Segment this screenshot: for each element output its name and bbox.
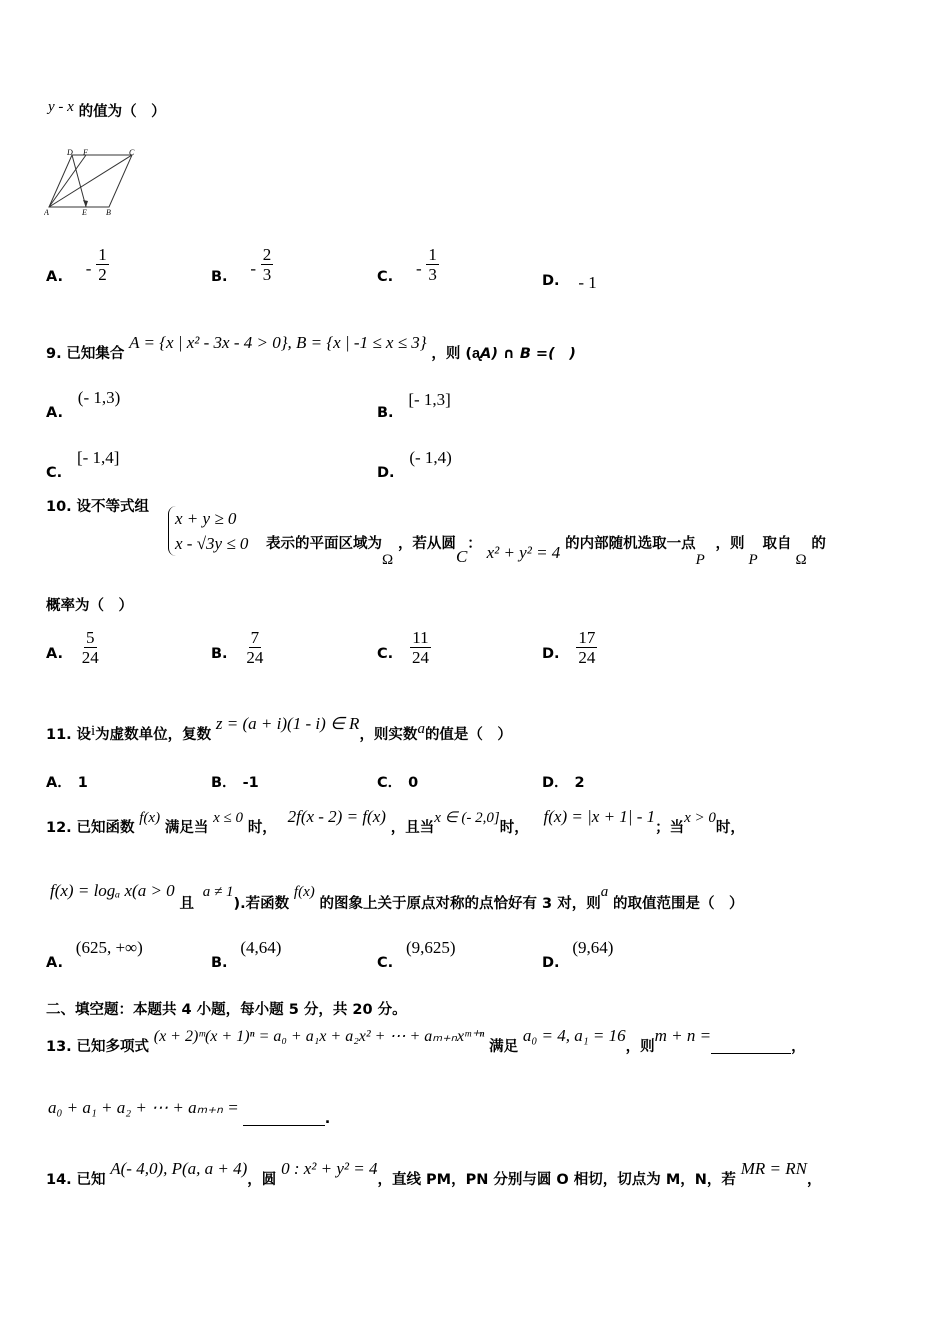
q8-stem-text: 的值为（ ） — [78, 104, 166, 120]
question-text: ，则 — [715, 536, 745, 552]
q12-option-d[interactable] — [542, 938, 614, 971]
circle-equation: 0 : x² + y² = 4 — [281, 1159, 378, 1178]
option-value: (4,64) — [240, 938, 282, 957]
q9-option-b[interactable] — [377, 390, 451, 421]
question-text: 的 — [811, 536, 826, 552]
recurrence-expression: 2f(x - 2) = f(x) — [287, 807, 386, 826]
question-text: ，若从圆 — [397, 536, 456, 552]
omega-symbol: Ω — [382, 552, 394, 568]
q14-stem — [46, 1158, 822, 1188]
fraction-numerator: 11 — [412, 628, 429, 647]
q10-option-d[interactable] — [542, 628, 597, 667]
q12-stem-line2 — [50, 880, 744, 912]
option-value: [- 1,3] — [408, 390, 451, 409]
answer-blank-1[interactable] — [711, 1037, 791, 1054]
q12-option-a[interactable] — [46, 938, 143, 971]
q8-option-a[interactable] — [46, 245, 109, 284]
question-text: ，且当 — [390, 820, 435, 836]
fraction-numerator: 1 — [98, 245, 107, 264]
segment-af — [49, 155, 86, 207]
question-text: 时， — [499, 820, 529, 836]
q8-stem-math: y - x — [48, 99, 74, 115]
option-label: A． — [46, 775, 72, 791]
question-number: 12. — [46, 820, 72, 836]
q10-stem-rest — [266, 532, 826, 568]
question-text: . — [324, 1111, 331, 1127]
fraction-numerator: 17 — [578, 628, 596, 647]
label-e: E — [82, 208, 87, 217]
set-b-expression: , B = {x | -1 ≤ x ≤ 3} — [287, 333, 427, 352]
q8-option-b[interactable] — [211, 245, 273, 284]
label-d: D — [67, 148, 73, 157]
q13-stem-line2 — [48, 1098, 331, 1127]
segment-ac — [49, 155, 132, 207]
option-sign: - — [250, 258, 257, 278]
option-label: D. — [542, 273, 560, 289]
condition-expression: a ≠ 1 — [202, 884, 234, 900]
option-value: (625, +∞) — [75, 938, 143, 957]
question-text: 已知多项式 — [76, 1039, 149, 1055]
q11-option-b[interactable] — [211, 771, 259, 792]
piecewise-definition: f(x) = |x + 1| - 1 — [543, 807, 656, 826]
question-text: 已知集合 — [66, 346, 125, 362]
polynomial-expression: (x + 2)ᵐ(x + 1)ⁿ = a₀ + a₁x + a₂x² + ⋯ + aₘ₊ₙxᵐ⁺ⁿ — [153, 1028, 485, 1045]
question-text: A) ∩ B =( ) — [480, 346, 576, 362]
q10-inequality-system — [168, 506, 248, 556]
option-label: C. — [377, 268, 394, 285]
option-label: A. — [46, 645, 63, 662]
question-text: 设 — [76, 727, 91, 743]
option-value: (- 1,3) — [77, 388, 121, 407]
q10-stem — [46, 499, 149, 528]
question-text: ，则实数 — [359, 727, 418, 743]
set-a-expression: A = {x | x² - 3x - 4 > 0} — [129, 333, 288, 352]
label-b: B — [106, 208, 111, 217]
option-fraction — [426, 245, 439, 284]
section-heading: 二、填空题：本题共 4 小题，每小题 5 分，共 20 分。 — [46, 1002, 407, 1018]
q11-option-a[interactable] — [46, 771, 88, 792]
fraction-numerator: 7 — [250, 628, 260, 647]
points-expression: A(- 4,0), P(a, a + 4) — [110, 1159, 248, 1178]
condition-expression: x ∈ (- 2,0] — [434, 810, 500, 826]
question-text: ，则 (ᶏ — [431, 346, 481, 362]
option-label: C. — [377, 955, 394, 971]
question-text: ；当 — [655, 820, 685, 836]
function-fx: f(x) — [293, 884, 315, 900]
point-p-symbol: P — [695, 552, 705, 568]
option-sign: - — [415, 258, 422, 278]
option-label: C. — [377, 645, 394, 662]
question-text: ，圆 — [247, 1172, 277, 1188]
fraction-numerator: 5 — [86, 628, 95, 647]
answer-expression: m + n = — [654, 1026, 712, 1045]
option-value: (9,625) — [405, 938, 456, 957]
option-fraction — [96, 245, 109, 284]
option-label: A. — [46, 268, 63, 285]
label-f: F — [83, 148, 88, 157]
q12-option-c[interactable] — [377, 938, 456, 971]
question-text: 满足当 — [164, 820, 209, 836]
option-fraction — [410, 628, 431, 667]
fraction-denominator: 24 — [411, 648, 429, 667]
fraction-numerator: 2 — [262, 245, 272, 264]
q11-option-c[interactable] — [377, 771, 418, 792]
condition-expression: x ≤ 0 — [213, 810, 244, 826]
question-number: 10. — [46, 499, 72, 515]
option-label: D. — [542, 955, 560, 971]
question-text: ).若函数 — [233, 896, 290, 912]
option-label: A. — [46, 955, 63, 971]
q11-stem — [46, 713, 512, 743]
option-label: B. — [377, 405, 394, 421]
fraction-denominator: 3 — [428, 265, 437, 284]
fraction-denominator: 3 — [262, 265, 272, 284]
q11-option-d[interactable] — [542, 771, 585, 792]
question-number: 11. — [46, 727, 72, 743]
option-label: D. — [542, 645, 560, 662]
q8-parallelogram-figure — [44, 148, 140, 218]
q8-stem — [48, 100, 166, 121]
option-value: 1 — [77, 775, 88, 791]
answer-blank-2[interactable] — [243, 1109, 325, 1126]
q10-option-a[interactable] — [46, 628, 101, 667]
option-value: 0 — [408, 775, 419, 791]
question-text: 时， — [715, 820, 745, 836]
q10-option-c[interactable] — [377, 628, 431, 667]
fraction-denominator: 24 — [578, 648, 596, 667]
variable-a: a — [600, 884, 609, 900]
q12-option-b[interactable] — [211, 938, 282, 971]
option-value: [- 1,4] — [76, 448, 120, 467]
q13-stem-line1 — [46, 1025, 806, 1055]
option-fraction — [576, 628, 597, 667]
question-number: 9. — [46, 346, 62, 362]
option-fraction — [80, 628, 101, 667]
q9-stem — [46, 332, 576, 362]
q8-option-d[interactable] — [542, 270, 597, 290]
question-text: 满足 — [489, 1039, 519, 1055]
inequality-1: x + y ≥ 0 — [175, 509, 237, 528]
log-definition: f(x) = logₐ x(a > 0 — [50, 881, 175, 900]
option-label: D. — [377, 465, 395, 481]
question-text: 为虚数单位，复数 — [95, 727, 212, 743]
question-text: 取自 — [762, 536, 792, 552]
question-text: ， — [806, 1172, 822, 1188]
point-p-symbol: P — [748, 552, 758, 568]
option-label: B. — [211, 645, 228, 662]
imaginary-unit: i — [90, 723, 96, 739]
option-label: B. — [211, 955, 228, 971]
fraction-denominator: 2 — [98, 265, 107, 284]
question-text: ，则 — [625, 1039, 655, 1055]
question-text: 设不等式组 — [76, 499, 149, 515]
label-c: C — [129, 148, 135, 157]
option-label: B． — [211, 775, 237, 791]
option-value: - 1 — [578, 273, 597, 292]
fraction-numerator: 1 — [428, 245, 437, 264]
option-label: C. — [46, 465, 63, 481]
option-label: A. — [46, 405, 63, 421]
option-value: (- 1,4) — [409, 448, 452, 467]
question-text: 的图象上关于原点对称的点恰好有 3 对，则 — [319, 896, 601, 912]
circle-equation: x² + y² = 4 — [486, 543, 561, 562]
function-fx: f(x) — [139, 810, 161, 826]
variable-a: a — [417, 721, 425, 737]
question-text: ， — [791, 1039, 806, 1055]
option-value: -1 — [242, 775, 259, 791]
circle-c-symbol: C — [455, 547, 468, 566]
option-label: C． — [377, 775, 403, 791]
label-a: A — [44, 208, 49, 217]
q10-stem-line2: 概率为（ ） — [46, 598, 133, 614]
fraction-denominator: 24 — [246, 648, 264, 667]
q10-option-b[interactable] — [211, 628, 265, 667]
segment-de — [72, 155, 86, 207]
q9-option-a[interactable] — [46, 388, 121, 421]
question-text: 时， — [247, 820, 277, 836]
option-fraction — [244, 628, 265, 667]
question-text: 的内部随机选取一点 — [565, 536, 696, 552]
inequality-2: x - √3y ≤ 0 — [175, 534, 249, 553]
option-sign: - — [85, 258, 92, 278]
question-number: 14. — [46, 1172, 72, 1188]
option-label: B. — [211, 268, 228, 285]
option-value: (9,64) — [572, 938, 614, 957]
answer-expression: a₀ + a₁ + a₂ + ⋯ + aₘ₊ₙ = — [48, 1098, 239, 1117]
question-text: 且 — [179, 896, 194, 912]
option-label: D． — [542, 775, 569, 791]
question-text: 已知 — [76, 1172, 106, 1188]
question-text: 已知函数 — [76, 820, 135, 836]
fraction-denominator: 24 — [81, 648, 99, 667]
question-text: 的值是（ ） — [424, 727, 512, 743]
complex-expression: z = (a + i)(1 - i) ∈ R — [215, 714, 360, 733]
question-text: ： — [467, 536, 482, 552]
coefficient-conditions: a₀ = 4, a₁ = 16 — [522, 1026, 626, 1045]
q9-option-c[interactable] — [46, 448, 120, 481]
q8-option-c[interactable] — [377, 245, 439, 284]
option-fraction — [261, 245, 274, 284]
q9-option-d[interactable] — [377, 448, 452, 481]
condition-expression: x > 0 — [684, 810, 716, 826]
question-number: 13. — [46, 1039, 72, 1055]
option-value: 2 — [574, 775, 585, 791]
omega-symbol: Ω — [795, 552, 807, 568]
question-text: 表示的平面区域为 — [266, 536, 382, 552]
condition-expression: MR = RN — [740, 1159, 807, 1178]
question-text: ，直线 PM，PN 分别与圆 O 相切，切点为 M，N，若 — [377, 1172, 736, 1188]
q12-stem-line1 — [46, 806, 745, 836]
question-text: 的取值范围是（ ） — [612, 896, 744, 912]
